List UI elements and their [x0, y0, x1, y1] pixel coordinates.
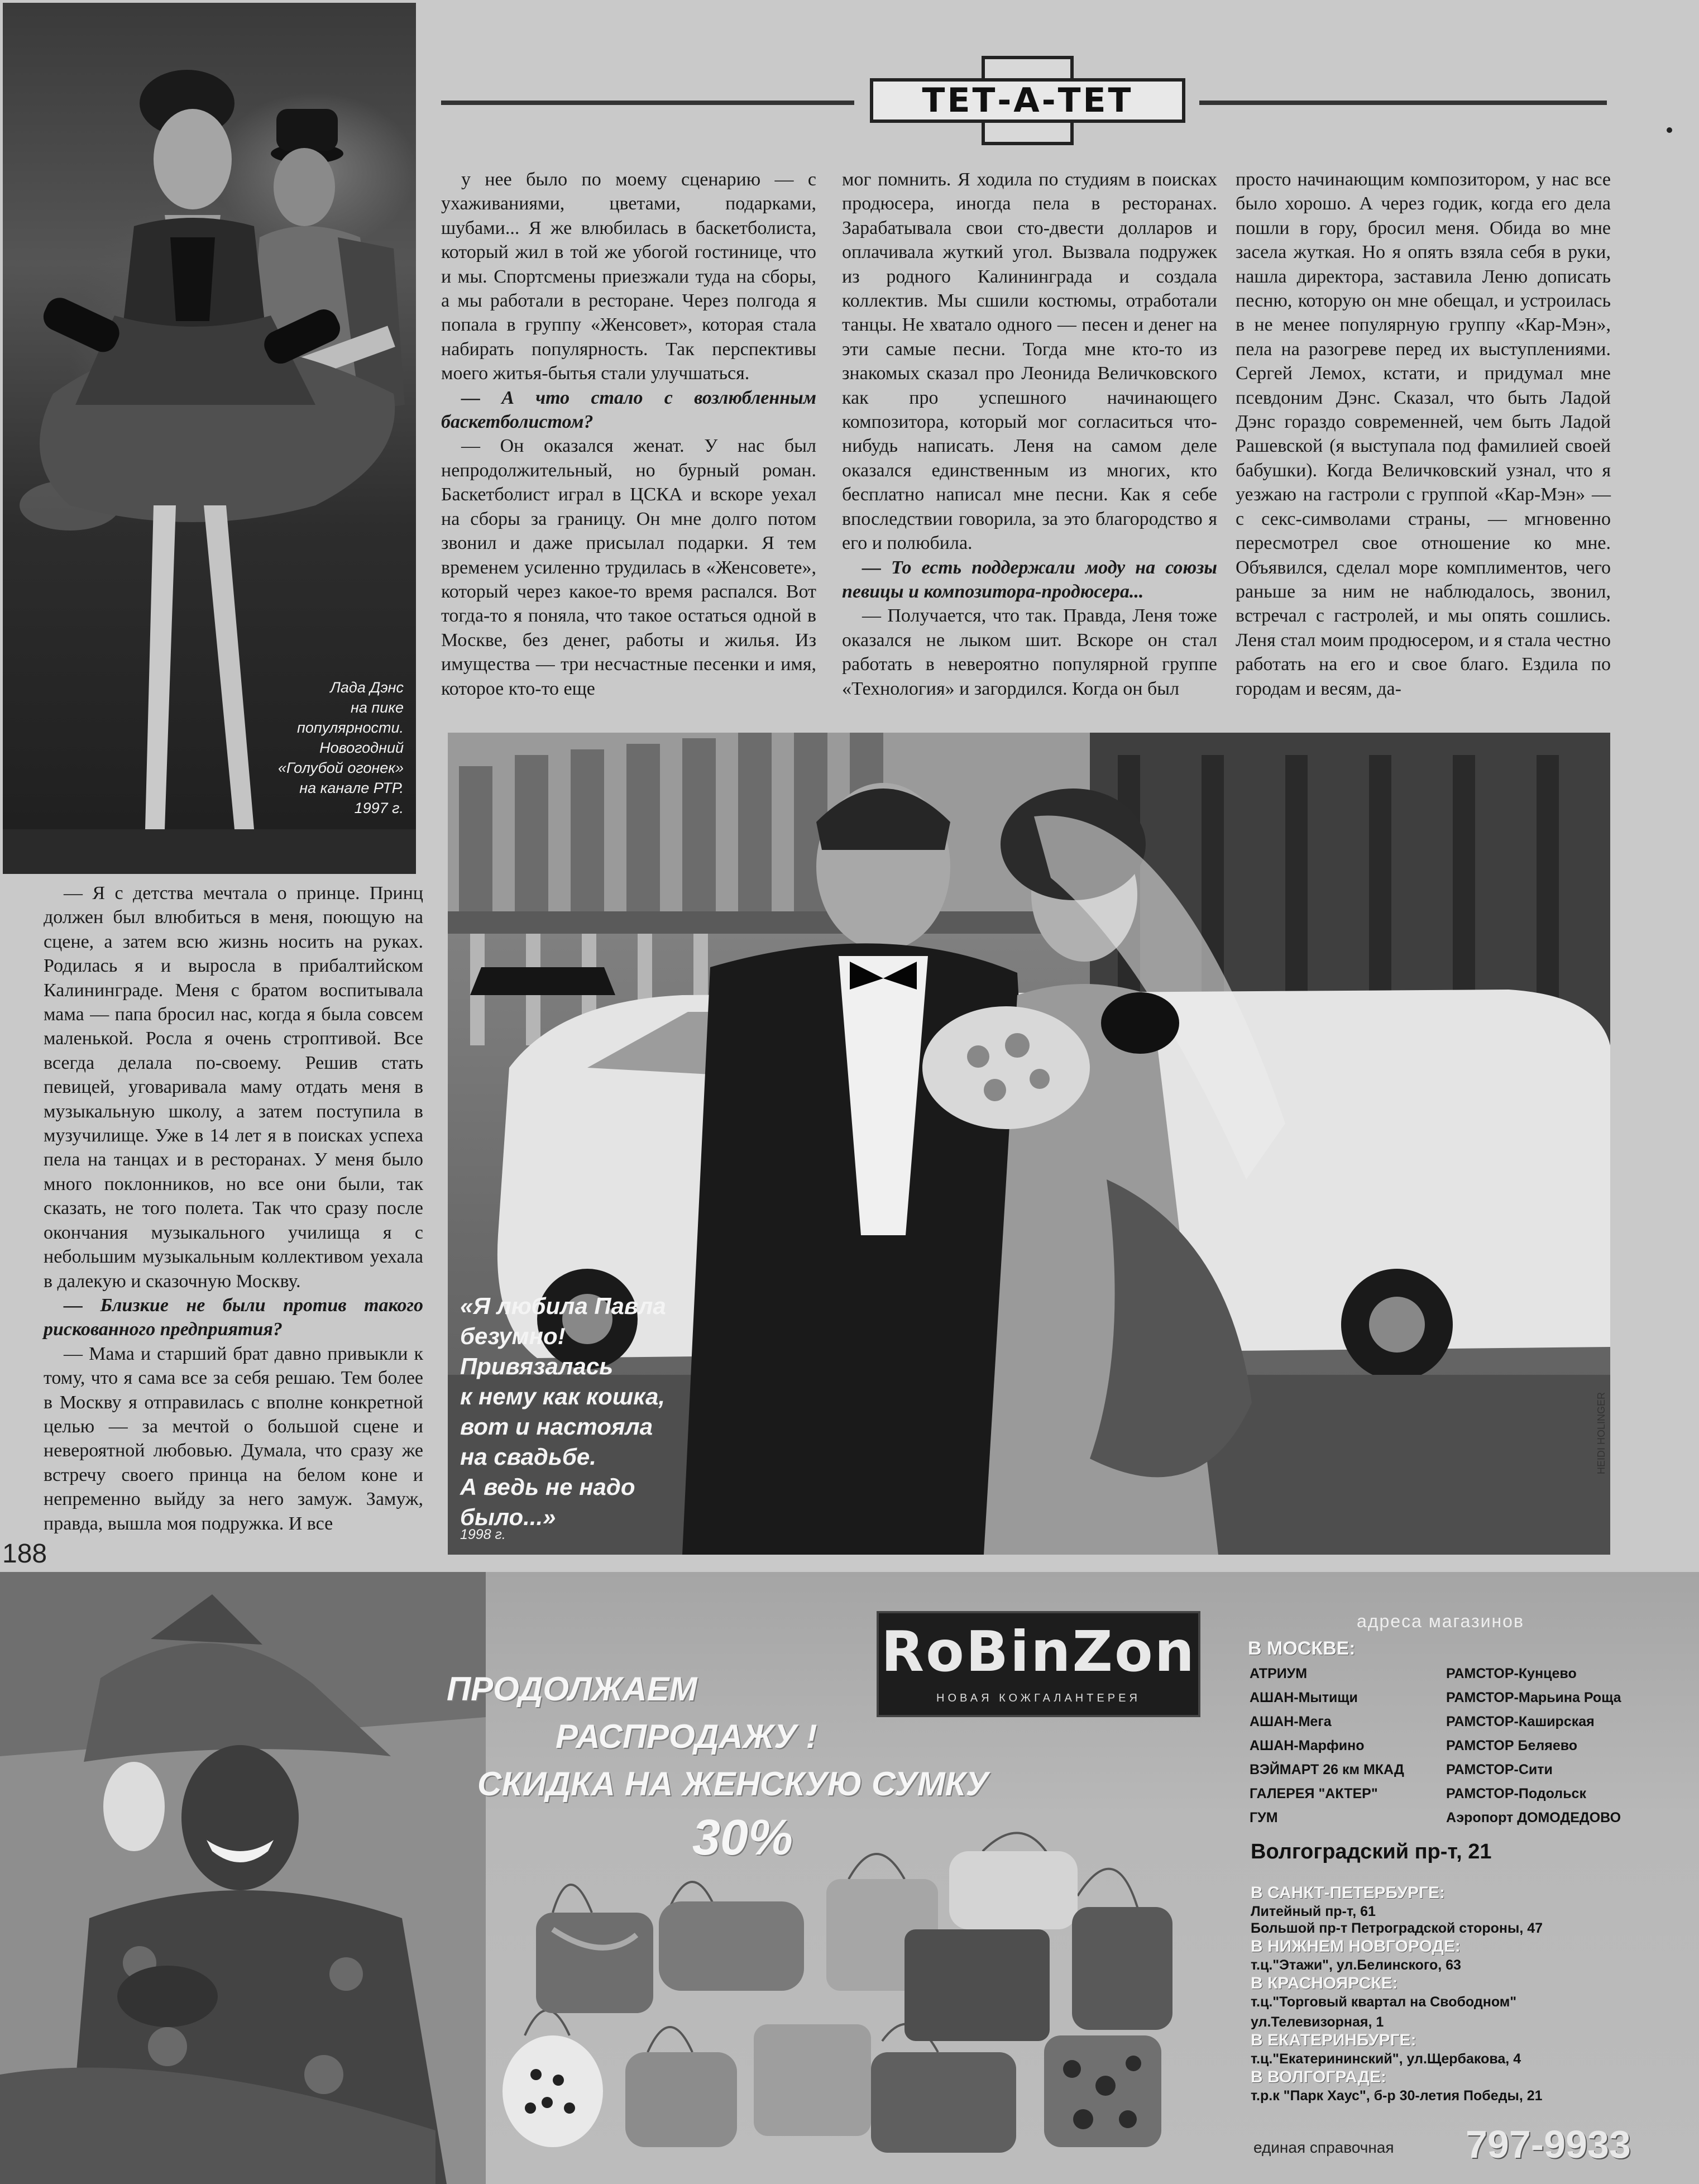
store-moscow: РАМСТОР-Марьина Роща	[1446, 1690, 1621, 1705]
store-moscow: РАМСТОР-Подольск	[1446, 1786, 1586, 1801]
photo-year: 1998 г.	[460, 1527, 506, 1542]
robinzon-logo	[877, 1611, 1200, 1717]
hotline-number: 797-9933	[1466, 2123, 1631, 2166]
store-moscow: ГАЛЕРЕЯ "АКТЕР"	[1250, 1786, 1378, 1801]
store-moscow: РАМСТОР-Сити	[1446, 1762, 1553, 1777]
brand-name: RoBinZon	[881, 1619, 1196, 1684]
addresses-title: адреса магазинов	[1357, 1611, 1524, 1631]
address-line: т.ц."Торговый квартал на Свободном"	[1251, 1994, 1517, 2010]
handbags-illustration	[491, 1818, 1200, 2175]
rubric-rule-right	[1199, 101, 1607, 105]
address-line: т.р.к "Парк Хаус", б-р 30-летия Победы, 21	[1251, 2088, 1543, 2104]
store-moscow: АШАН-Марфино	[1250, 1738, 1365, 1753]
city-krasnoyarsk: В КРАСНОЯРСКЕ:	[1251, 1974, 1398, 1992]
store-moscow: АТРИУМ	[1250, 1666, 1308, 1681]
interview-question: — Близкие не были против такого рискованного предприятия?	[44, 1294, 423, 1340]
address-line: т.ц."Екатерининский", ул.Щербакова, 4	[1251, 2051, 1521, 2067]
article-column-2	[842, 168, 1217, 701]
photo-credit: HEIDI HOLINGER	[1596, 1392, 1607, 1474]
article-paragraph: мог помнить. Я ходила по студиям в поисках продюсера, иногда пела в ресторанах. Зарабатывала свои сто-двести долларов и оплачивала жуткий угол. Вызвала подружек из родного Калининграда и создала коллектив. Мы сшили костюмы, отработали танцы. Не хватало одного — песен и денег на эти самые песни. Тогда мне кто-то из знакомых сказал про Леонида Величковского как про успешного начинающего композитора, который мог согласиться что-нибудь написать. Леня на самом деле оказался единственным из многих, кто бесплатно написал мне песни. Как я себе впоследствии говорила, за это благородство я его и полюбила.	[842, 169, 1217, 554]
store-moscow: ВЭЙМАРТ 26 км МКАД	[1250, 1762, 1404, 1777]
article-paragraph: — Получается, что так. Правда, Леня тоже оказался не лыком шит. Вскоре он стал работать в невероятно популярной группе «Технология» и загордился. Когда он был	[842, 605, 1217, 699]
interview-question: — То есть поддержали моду на союзы певицы и композитора-продюсера...	[842, 557, 1217, 602]
rubric-title: ТЕТ-А-ТЕТ	[870, 78, 1185, 123]
photo-wedding-1998	[448, 733, 1610, 1555]
store-moscow: Аэропорт ДОМОДЕДОВО	[1446, 1810, 1621, 1825]
page-number: 188	[2, 1539, 47, 1569]
address-line: Большой пр-т Петроградской стороны, 47	[1251, 1920, 1543, 1936]
city-moscow: В МОСКВЕ:	[1248, 1638, 1356, 1659]
brand-tagline: НОВАЯ КОЖГАЛАНТЕРЕЯ	[936, 1692, 1141, 1704]
photo-lada-dance-1997	[3, 3, 416, 874]
city-volgograd: В ВОЛГОГРАДЕ:	[1251, 2068, 1387, 2086]
photo-quote: «Я любила Павла безумно! Привязалась к нему как кошка, вот и настояла на свадьбе. А ведь не надо было...»	[460, 1293, 666, 1530]
article-column-3	[1236, 168, 1611, 701]
article-paragraph: просто начинающим композитором, у нас все было хорошо. А через годик, когда его дела пошли в гору, бросил меня. Обида во мне засела жуткая. Но я опять взяла себя в руки, нашла директора, заставила Леню дописать песню, которую он мне обещал, и устроилась в не менее популярную группу «Кар-Мэн», пела на разогреве перед их выступлениями. Сергей Лемох, кстати, и придумал мне псевдоним Дэнс. Сказал, что быть Ладой Дэнс гораздо современней, чем быть Ладой Рашевской (я выступала под фамилией своей бабушки). Когда Величковский узнал, что я уезжаю на гастроли с группой «Кар-Мэн» — с секс-символами страны, — мгновенно пересмотрел свое отношение ко мне. Объявился, сделал море комплиментов, чего раньше за ним не наблюдалось, звонил, встречал с гастролей, и мы опять сошлись. Леня стал моим продюсером, и я стала честно работать на его и свое благо. Ездила по городам и весям, да-	[1236, 169, 1611, 699]
city-spb: В САНКТ-ПЕТЕРБУРГЕ:	[1251, 1884, 1446, 1902]
store-moscow: РАМСТОР-Кунцево	[1446, 1666, 1577, 1681]
article-paragraph: — Мама и старший брат давно привыкли к тому, что я сама все за себя решаю. Тем более в Москву я отправилась с вполне конкретной целью — за мечтой о большой сцене и невероятной любовью. Думала, что сразу же встречу своего принца на белом коне и непременно выйду за него замуж. Замуж, правда, вышла моя подружка. И все	[44, 1343, 423, 1534]
interview-question: — А что стало с возлюбленным баскетболистом?	[441, 387, 816, 433]
discount-percent: 30%	[692, 1810, 793, 1866]
article-column-4	[44, 881, 423, 1536]
rubric-rule-left	[441, 101, 854, 105]
address-line: ул.Телевизорная, 1	[1251, 2014, 1384, 2030]
slogan-line-1: ПРОДОЛЖАЕМ	[447, 1670, 697, 1708]
store-moscow: АШАН-Мытищи	[1250, 1690, 1358, 1705]
slogan-line-2: РАСПРОДАЖУ !	[556, 1718, 817, 1755]
address-line: т.ц."Этажи", ул.Белинского, 63	[1251, 1957, 1461, 1973]
store-moscow-volgogradsky: Волгоградский пр-т, 21	[1251, 1840, 1492, 1863]
article-paragraph: — Я с детства мечтала о принце. Принц должен был влюбиться в меня, поющую на сцене, а затем всю жизнь носить на руках. Родилась я и выросла в прибалтийском Калининграде. Меня с братом воспитывала мама — папа бросил нас, когда я была совсем маленькой. Росла я очень строптивой. Все всегда делала по-своему. Решив стать певицей, уговаривала маму отдать меня в музыкальную школу, а затем поступила в музучилище. Уже в 14 лет я в поисках успеха пела на танцах и в ресторанах. У меня было много поклонников, но все они были, так сказать, не того полета. Так что сразу после окончания музыкального училища я с небольшим музыкальным коллективом уехала в далекую и сказочную Москву.	[44, 883, 423, 1292]
store-moscow: РАМСТОР-Каширская	[1446, 1714, 1595, 1729]
store-moscow: АШАН-Мега	[1250, 1714, 1332, 1729]
decorative-dot	[1667, 127, 1672, 133]
slogan-line-3: СКИДКА НА ЖЕНСКУЮ СУМКУ	[477, 1765, 989, 1803]
photo-caption: Лада Дэнс на пике популярности. Новогодний «Голубой огонек» на канале РТР. 1997 г.	[277, 679, 404, 816]
store-moscow: РАМСТОР Беляево	[1446, 1738, 1578, 1753]
ad-model-illustration	[0, 1572, 486, 2184]
city-nizhny: В НИЖНЕМ НОВГОРОДЕ:	[1251, 1937, 1461, 1956]
article-paragraph: у нее было по моему сценарию — с ухаживаниями, цветами, подарками, шубами... Я же влюбилась в баскетболиста, который жил в той же убогой гостинице, что и мы. Спортсмены приезжали туда на сборы, а мы работали в ресторане. Через полгода я попала в группу «Женсовет», которая стала набирать популярность. Так перспективы моего житья-бытья стали улучшаться.	[441, 169, 816, 384]
robinzon-advertisement	[0, 1572, 1699, 2184]
address-line: Литейный пр-т, 61	[1251, 1904, 1376, 1919]
store-moscow: ГУМ	[1250, 1810, 1278, 1825]
city-ekaterinburg: В ЕКАТЕРИНБУРГЕ:	[1251, 2031, 1416, 2049]
rubric-logo	[870, 56, 1185, 145]
hotline-label: единая справочная	[1253, 2139, 1394, 2156]
article-column-1	[441, 168, 816, 701]
article-paragraph: — Он оказался женат. У нас был непродолжительный, но бурный роман. Баскетболист играл в ЦСКА и вскоре уехал на сборы за границу. Он мне долго потом звонил и даже присылал подарки. Я тем временем усиленно трудилась в «Женсовете», который через какое-то время распался. Вот тогда-то я поняла, что такое остаться одной в Москве, без денег, работы и жилья. Из имущества — три несчастные песенки и имя, которое кто-то еще	[441, 436, 816, 699]
